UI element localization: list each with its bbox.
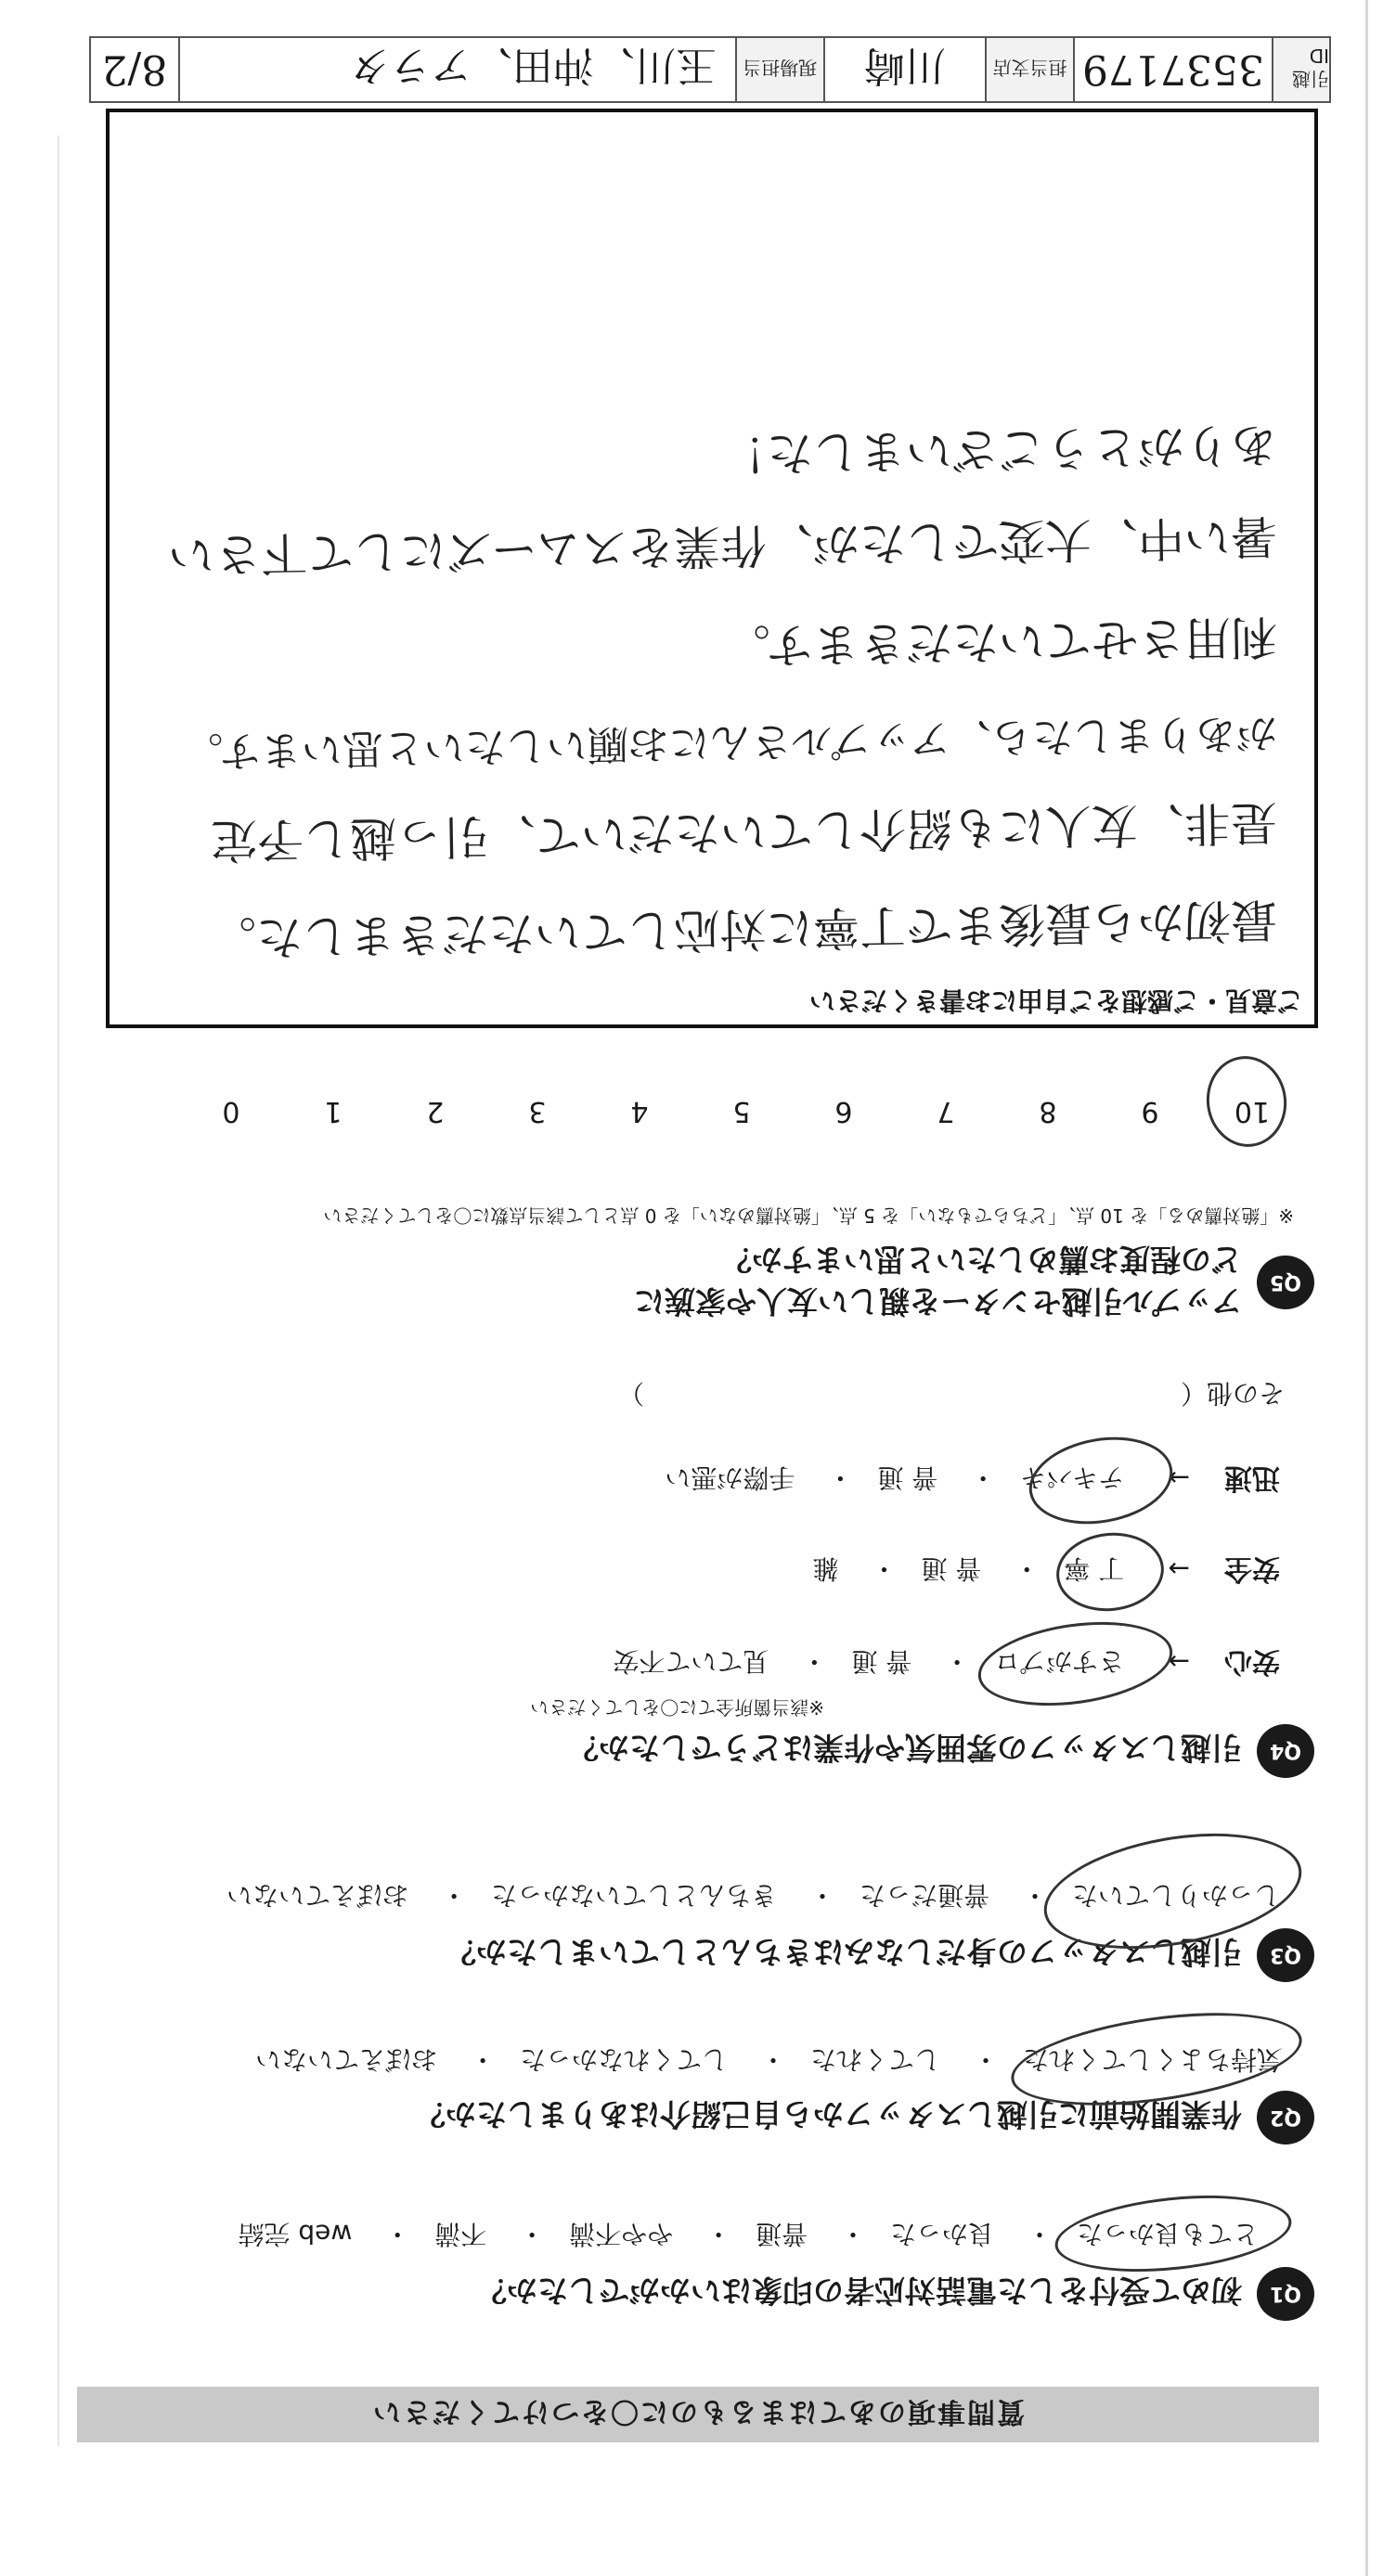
branch-label: 担当支店 — [985, 38, 1073, 101]
q5-score[interactable]: 4 — [630, 1095, 649, 1127]
q1-options: とても良かった・ 良かった・ 普通・ やや不満・ 不満・ web 完結 — [239, 2217, 1260, 2254]
q4-anshin-circle — [973, 1611, 1178, 1718]
date-value: 8/2 — [91, 38, 180, 101]
q1-option[interactable]: 不満 — [434, 2219, 487, 2249]
q4-other-label: その他（ — [1180, 1378, 1285, 1409]
q4-option[interactable]: 見ていて不安 — [613, 1646, 769, 1677]
q5-scale — [180, 1095, 1303, 1127]
q4-badge: Q4 — [1257, 1724, 1314, 1778]
q4-option[interactable]: 丁 寧 — [1064, 1553, 1125, 1584]
q1-option[interactable]: やや不満 — [569, 2219, 674, 2249]
q4-row-label: 安全 — [1224, 1552, 1280, 1585]
comment-line: ありがとうございました！ — [719, 417, 1278, 482]
instruction-text: 質問事項のあてはまるものに〇をつけてください — [371, 2395, 1025, 2428]
q1-question: 初めて受付をした電話対応者の印象はいかがでしたか？ — [476, 2273, 1242, 2309]
q2-option[interactable]: おぼえていない — [255, 2044, 438, 2075]
instruction-bar — [77, 2387, 1319, 2442]
q2-options: 気持ちよくしてくれた・ してくれた・ してくれなかった・ おぼえていない — [255, 2042, 1283, 2080]
q4-other — [618, 1376, 1285, 1413]
q1-badge: Q1 — [1257, 2267, 1314, 2321]
q2-question: 作業開始前に引越しスタッフから自己紹介はありましたか？ — [415, 2096, 1242, 2132]
q5-score[interactable]: 8 — [1039, 1095, 1057, 1127]
q5-score[interactable]: 2 — [426, 1095, 445, 1127]
q4-option[interactable]: 普 通 — [851, 1646, 912, 1677]
q3-option[interactable]: しっかりしていた — [1071, 1880, 1280, 1911]
arrow-right-icon: → — [1168, 1462, 1190, 1493]
comment-line: 最初から最後まで丁寧に対応していただきました。 — [209, 892, 1278, 966]
scan-margin-line — [58, 135, 59, 2446]
q4-row-anzen: 安全 → 丁 寧・ 普 通・ 雑 — [813, 1552, 1280, 1592]
q5-score[interactable]: 6 — [834, 1095, 853, 1127]
q2-option[interactable]: 気持ちよくしてくれた — [1022, 2044, 1283, 2075]
q2-option[interactable]: してくれた — [810, 2044, 941, 2075]
q1-option[interactable]: web 完結 — [238, 2219, 353, 2249]
q1-option[interactable]: 良かった — [890, 2219, 995, 2249]
q4-question: 引越しスタッフの雰囲気や作業はどうでしたか？ — [568, 1730, 1242, 1766]
arrow-right-icon: → — [1168, 1553, 1190, 1584]
q5-note: ※「絶対薦める」を 10 点、「どちらでもない」を 5 点、「絶対薦めない」を 0 点として該当点数に〇をしてください — [323, 1204, 1294, 1227]
q4-option[interactable]: 手際が悪い — [665, 1462, 795, 1493]
q3-option[interactable]: きちんとしていなかった — [491, 1880, 778, 1911]
comment-line: 利用させていただきます。 — [723, 609, 1278, 674]
q5-score[interactable]: 9 — [1141, 1095, 1159, 1127]
comment-title: ご意見・ご感想をご自由にお書きください — [808, 985, 1303, 1016]
q4-row-label: 迅速 — [1224, 1462, 1280, 1494]
q5-score[interactable]: 1 — [324, 1095, 343, 1127]
q4-row-label: 安心 — [1224, 1645, 1280, 1678]
q4-option[interactable]: さすがプロ — [994, 1646, 1125, 1677]
arrow-right-icon: → — [1168, 1646, 1190, 1677]
q5-badge: Q5 — [1257, 1256, 1314, 1309]
q5-selection-circle — [1201, 1050, 1293, 1152]
q5-score[interactable]: 0 — [222, 1095, 240, 1127]
comment-line: 是非、友人にも紹介していただいて、引っ越し予定 — [210, 794, 1278, 869]
q3-options: しっかりしていた・ 普通だった・ きちんとしていなかった・ おぼえていない — [226, 1878, 1280, 1915]
q5-question-line2: どの程度お薦めしたいと思いますか？ — [721, 1242, 1242, 1278]
q4-anzen-circle — [1053, 1527, 1168, 1616]
move-id-label: 引越ID — [1272, 38, 1329, 101]
q5-score[interactable]: 7 — [937, 1095, 955, 1127]
q4-other-close: ） — [618, 1378, 645, 1409]
record-header — [89, 36, 1331, 103]
q4-note: ※該当箇所全てに〇をしてください — [530, 1696, 824, 1719]
q5-score[interactable]: 3 — [528, 1095, 547, 1127]
q4-option[interactable]: 普 通 — [921, 1553, 982, 1584]
q1-option[interactable]: とても良かった — [1076, 2219, 1259, 2249]
branch-value: 川崎 — [823, 38, 985, 101]
q1-selection-circle — [1052, 2185, 1296, 2282]
q5-score[interactable]: 10 — [1234, 1095, 1271, 1127]
comment-line: がありましたら、アップルさんにお願いしたいと思います。 — [181, 708, 1278, 776]
move-id-value: 3537179 — [1073, 38, 1272, 101]
q2-option[interactable]: してくれなかった — [520, 2044, 729, 2075]
q4-option[interactable]: 普 通 — [877, 1462, 938, 1493]
q1-option[interactable]: 普通 — [756, 2219, 808, 2249]
q3-option[interactable]: おぼえていない — [226, 1880, 409, 1911]
q4-row-jinsoku: 迅速 → テキパキ・ 普 通・ 手際が悪い — [665, 1461, 1280, 1501]
q3-badge: Q3 — [1257, 1928, 1314, 1982]
q3-option[interactable]: 普通だった — [860, 1880, 990, 1911]
q4-jinsoku-circle — [1022, 1426, 1179, 1535]
comment-line: 暑い中、大変でしたが、作業をスムーズにして下さい — [167, 509, 1278, 583]
q4-option[interactable]: テキパキ — [1020, 1462, 1125, 1493]
staff-label: 現場担当 — [735, 38, 823, 101]
q3-question: 引越しスタッフの身だしなみはきちんとしていましたか？ — [446, 1934, 1242, 1970]
q4-row-anshin: 安心 → さすがプロ・ 普 通・ 見ていて不安 — [613, 1644, 1280, 1685]
staff-value: 玉川、沖田、アラタ — [349, 42, 717, 89]
scan-edge-shadow — [1365, 0, 1368, 2576]
q2-badge: Q2 — [1257, 2091, 1314, 2145]
q4-option[interactable]: 雑 — [812, 1553, 839, 1584]
q5-question-line1: アップル引越センターを親しい友人や家族に — [633, 1283, 1242, 1320]
q5-score[interactable]: 5 — [732, 1095, 751, 1127]
